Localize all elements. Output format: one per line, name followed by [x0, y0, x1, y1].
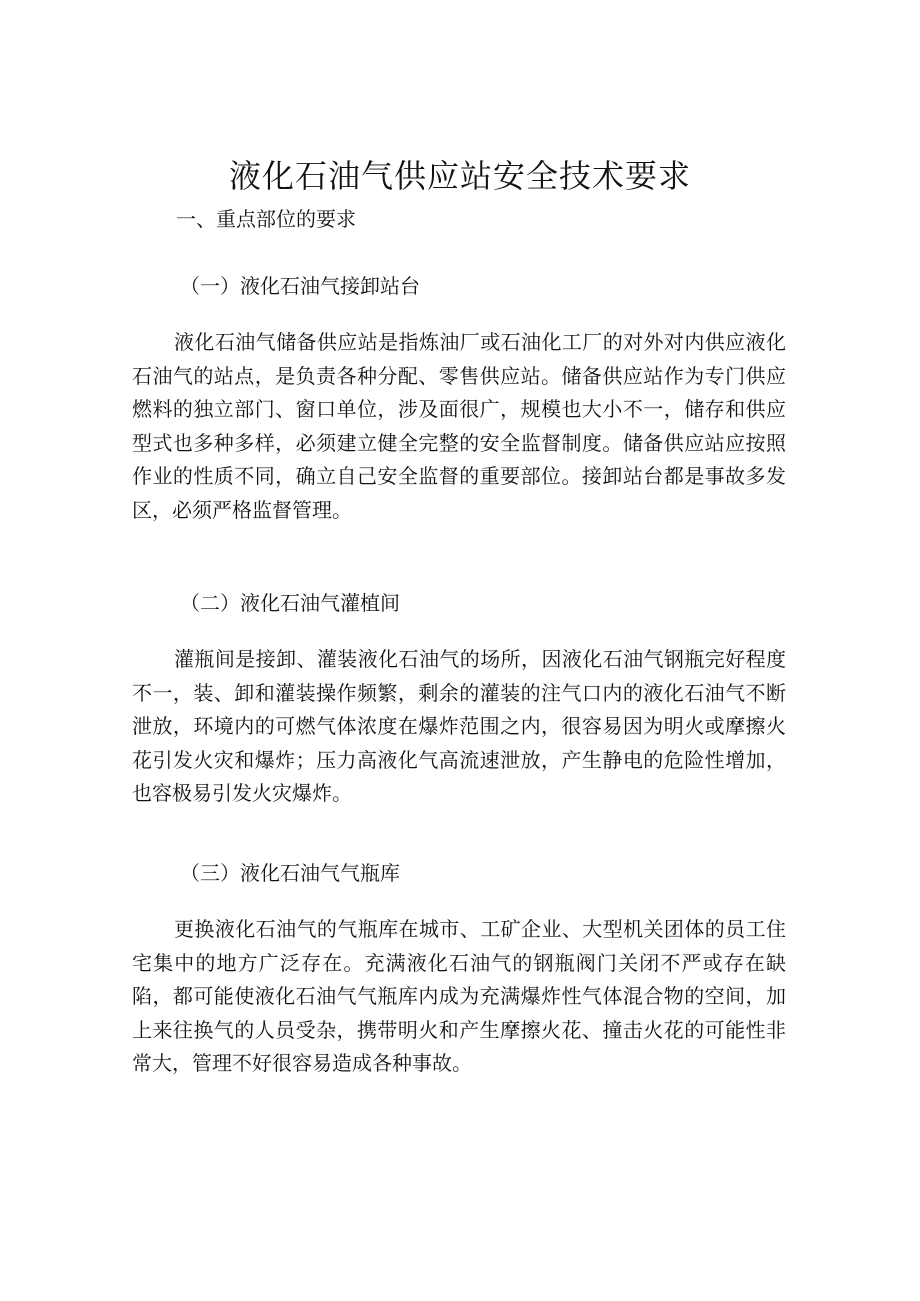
subsection-paragraph-unloading-platform: 液化石油气储备供应站是指炼油厂或石油化工厂的对外对内供应液化石油气的站点，是负责各种分配、零售供应站。储备供应站作为专门供应燃料的独立部门、窗口单位，涉及面很广，规模也大小不一，储存和供应型式也多种多样，必须建立健全完整的安全监督制度。储备供应站应按照作业的性质不同，确立自己安全监督的重要部位。接卸站台都是事故多发区，必须严格监督管理。 — [132, 330, 786, 522]
document-title: 液化石油气供应站安全技术要求 — [228, 157, 691, 195]
subsection-heading-unloading-platform: （一）液化石油气接卸站台 — [180, 274, 420, 298]
subsection-heading-filling-room: （二）液化石油气灌植间 — [180, 591, 400, 615]
subsection-paragraph-cylinder-depot: 更换液化石油气的气瓶库在城市、工矿企业、大型机关团体的员工住宅集中的地方广泛存在。充满液化石油气的钢瓶阀门关闭不严或存在缺陷，都可能使液化石油气气瓶库内成为充满爆炸性气体混合物的空间，加上来往换气的人员受杂，携带明火和产生摩擦火花、撞击火花的可能性非常大，管理不好很容易造成各种事故。 — [132, 917, 786, 1075]
subsection-heading-cylinder-depot: （三）液化石油气气瓶库 — [180, 861, 400, 885]
subsection-paragraph-filling-room: 灌瓶间是接卸、灌装液化石油气的场所，因液化石油气钢瓶完好程度不一，装、卸和灌装操作频繁，剩余的灌装的注气口内的液化石油气不断泄放，环境内的可燃气体浓度在爆炸范围之内，很容易因为明火或摩擦火花引发火灾和爆炸；压力高液化气高流速泄放，产生静电的危险性增加，也容极易引发火灾爆炸。 — [132, 647, 786, 805]
section-heading: 一、重点部位的要求 — [176, 207, 356, 231]
